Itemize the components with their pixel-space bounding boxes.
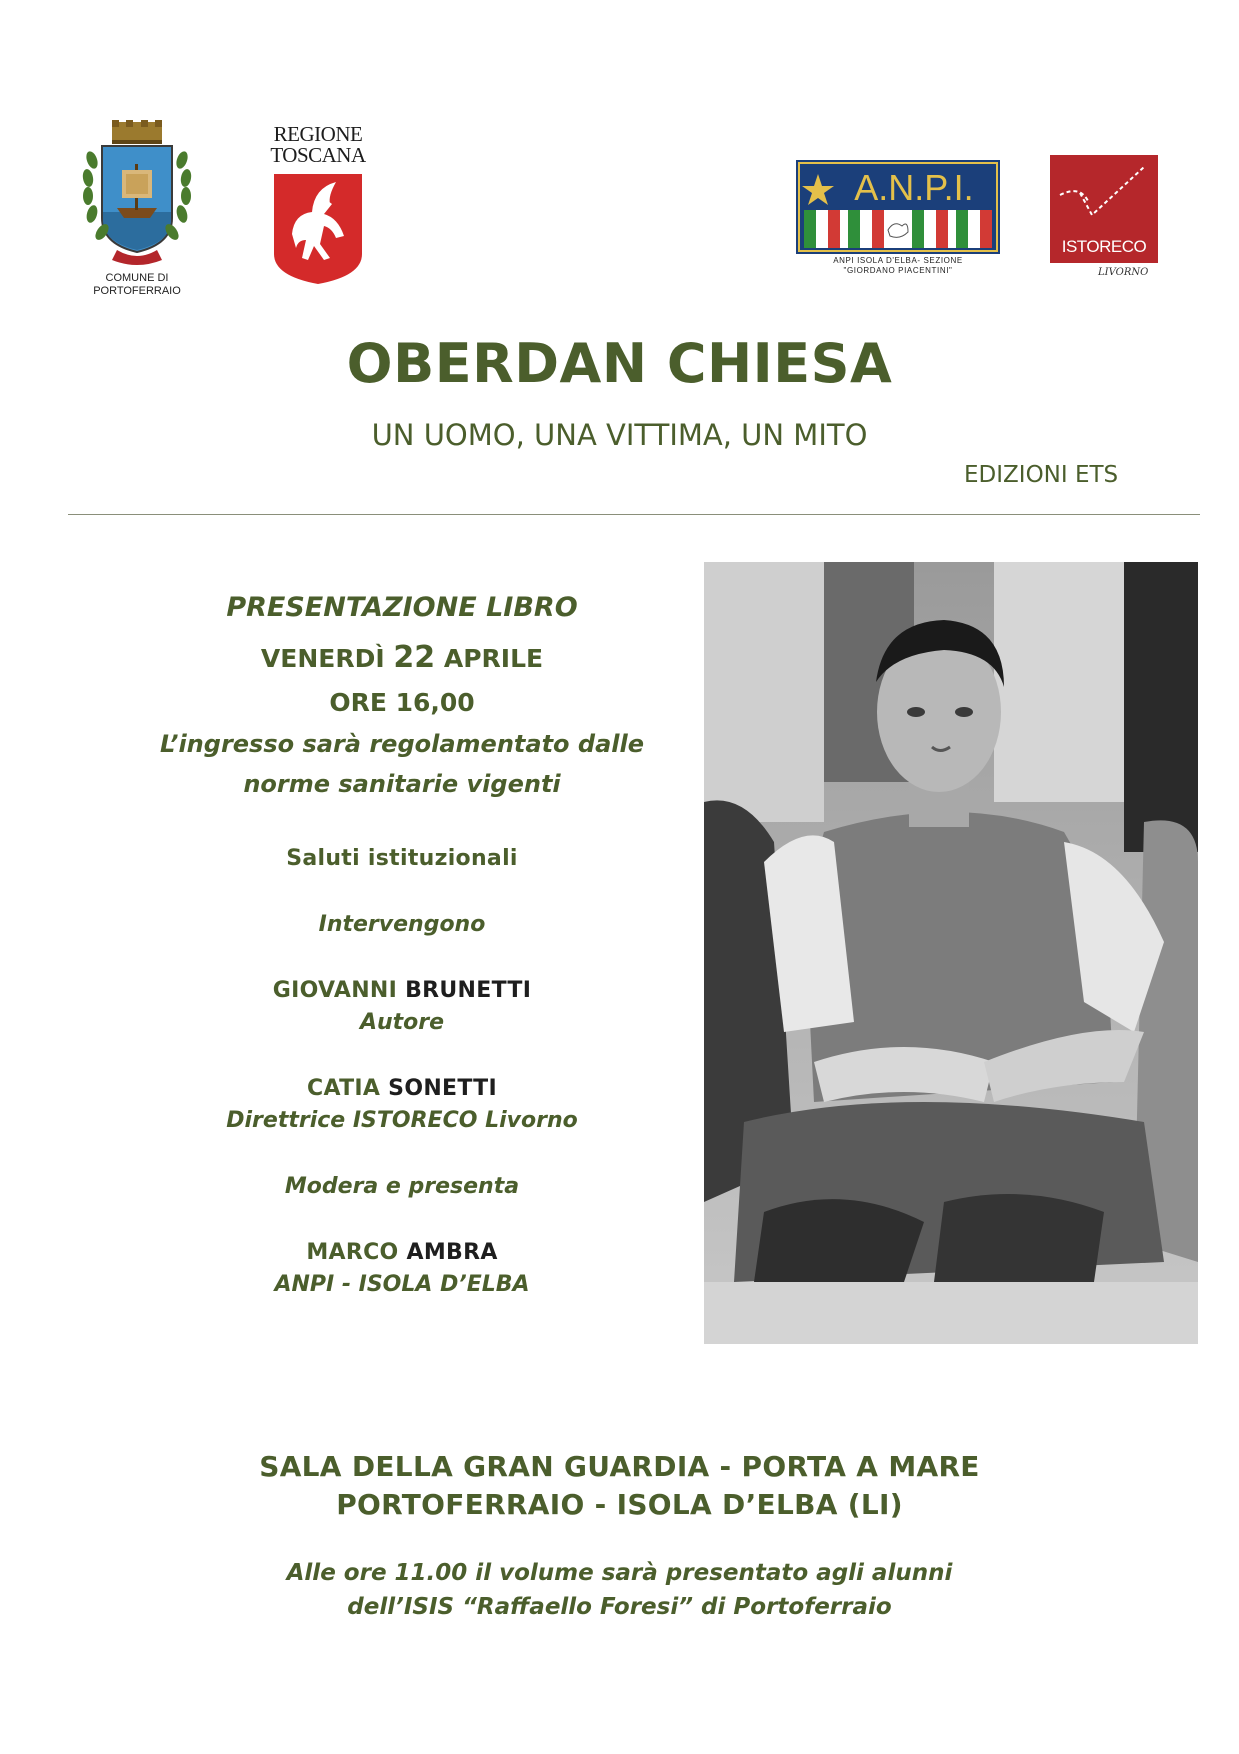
comune-caption-line-1: COMUNE DI <box>105 272 169 284</box>
header-divider <box>68 514 1200 515</box>
book-title: OBERDAN CHIESA <box>346 332 893 395</box>
istoreco-name: ISTORECO <box>1061 237 1147 256</box>
event-date-number: 22 <box>393 640 436 675</box>
comune-portoferraio-logo <box>62 120 212 300</box>
speaker-1-role: Autore <box>359 1010 445 1035</box>
speaker-2-first-name: CATIA <box>307 1076 381 1101</box>
comune-caption-line-2: PORTOFERRAIO <box>93 285 181 297</box>
moderator-last-name: AMBRA <box>406 1240 498 1265</box>
book-subtitle: UN UOMO, UNA VITTIMA, UN MITO <box>371 418 868 452</box>
event-note-line-2: norme sanitarie vigenti <box>243 770 561 798</box>
regione-name <box>268 124 368 166</box>
portrait-photo-icon <box>704 562 1198 1344</box>
regione-name-line-1: REGIONE <box>273 122 363 146</box>
comune-crest-icon <box>62 120 212 270</box>
istoreco-check-icon <box>1050 155 1158 235</box>
speaker-2-role: Direttrice ISTORECO Livorno <box>226 1108 578 1133</box>
event-date <box>120 640 684 675</box>
speaker-1-last-name: BRUNETTI <box>405 978 532 1003</box>
event-note-line-1: L’ingresso sarà regolamentato dalle <box>160 730 644 758</box>
event-note <box>120 724 684 804</box>
istoreco-box <box>1050 155 1158 263</box>
anpi-caption-line-2: "GIORDANO PIACENTINI" <box>843 266 953 275</box>
istoreco-logo <box>1050 155 1160 285</box>
oberdan-chiesa-photo <box>704 562 1198 1344</box>
speaker-2-last-name: SONETTI <box>388 1076 497 1101</box>
moderator-name <box>120 1240 684 1265</box>
school-note-line-1: Alle ore 11.00 il volume sarà presentato agli alunni <box>286 1560 953 1586</box>
anpi-flag-icon <box>796 160 1000 254</box>
regione-toscana-logo <box>268 124 368 284</box>
venue-line-1: SALA DELLA GRAN GUARDIA - PORTA A MARE <box>259 1450 980 1483</box>
venue-line-2: PORTOFERRAIO - ISOLA D’ELBA (LI) <box>336 1488 903 1521</box>
event-date-month: APRILE <box>443 644 544 673</box>
anpi-caption-line-1: ANPI ISOLA D'ELBA- SEZIONE <box>833 256 963 265</box>
anpi-caption <box>796 256 1000 276</box>
comune-caption <box>62 272 212 298</box>
istoreco-sub: LIVORNO <box>1098 267 1149 278</box>
anpi-logo <box>796 160 1000 286</box>
speakers-label: Intervengono <box>318 912 486 937</box>
speaker-1-first-name: GIOVANNI <box>272 978 398 1003</box>
moderator-first-name: MARCO <box>306 1240 399 1265</box>
speaker-2-name <box>120 1076 684 1101</box>
anpi-name: A.N.P.I. <box>854 167 974 208</box>
event-label: PRESENTAZIONE LIBRO <box>226 592 578 623</box>
school-note-line-2: dell’ISIS “Raffaello Foresi” di Portoferraio <box>347 1594 892 1620</box>
pegasus-shield-icon <box>274 174 362 284</box>
publisher: EDIZIONI ETS <box>964 462 1119 488</box>
regione-name-line-2: TOSCANA <box>270 143 366 167</box>
moderator-role: ANPI - ISOLA D’ELBA <box>274 1272 530 1297</box>
moderator-label: Modera e presenta <box>284 1174 520 1199</box>
speaker-1-name <box>120 978 684 1003</box>
event-date-day: VENERDÌ <box>260 644 385 673</box>
event-time: ORE 16,00 <box>329 688 475 717</box>
greetings: Saluti istituzionali <box>286 846 518 871</box>
